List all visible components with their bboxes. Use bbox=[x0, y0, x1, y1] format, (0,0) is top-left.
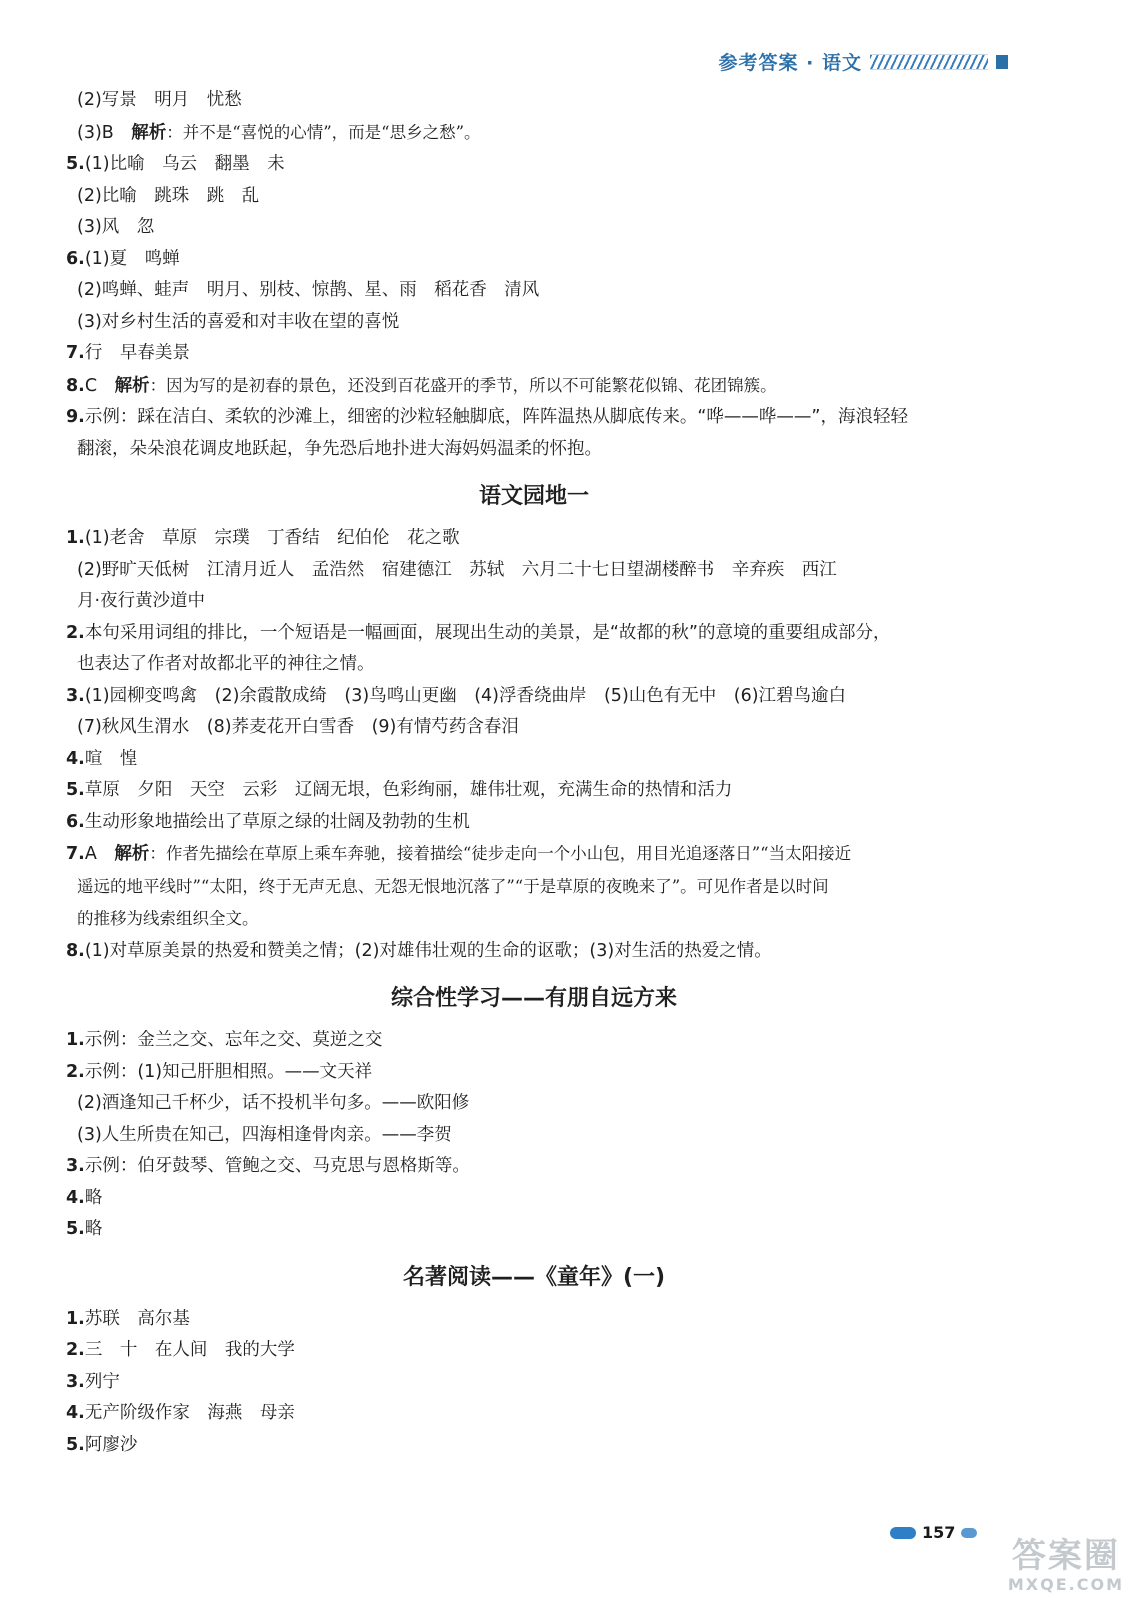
answer-line bbox=[66, 775, 1002, 807]
answer-number: 5. bbox=[66, 780, 85, 800]
pill-decoration bbox=[890, 1527, 916, 1539]
page-header bbox=[719, 48, 1008, 75]
answer-line bbox=[66, 402, 1002, 434]
answer-line bbox=[66, 85, 1002, 117]
answer-line bbox=[66, 586, 1002, 618]
answer-line bbox=[66, 1304, 1002, 1336]
answer-number: 4. bbox=[66, 1187, 85, 1208]
top-section bbox=[66, 85, 1002, 465]
answer-text: (1)老舍 草原 宗璞 丁香结 纪伯伦 花之歌 bbox=[84, 528, 460, 548]
answer-text: 草原 夕阳 天空 云彩 辽阔无垠，色彩绚丽，雄伟壮观，充满生命的热情和活力 bbox=[84, 780, 733, 800]
answer-text: 示例：金兰之交、忘年之交、莫逆之交 bbox=[84, 1030, 383, 1050]
pill-decoration-small bbox=[961, 1528, 977, 1538]
answer-number: 3. bbox=[66, 685, 85, 706]
answer-text: (3)B bbox=[77, 122, 114, 143]
answer-number: 5. bbox=[66, 154, 85, 174]
answer-text: A bbox=[84, 844, 97, 864]
answer-text: C bbox=[84, 375, 98, 396]
answer-number: 3. bbox=[66, 1156, 85, 1176]
answer-text: (3)对乡村生活的喜爱和对丰收在望的喜悦 bbox=[77, 311, 400, 332]
answer-line bbox=[66, 1367, 1002, 1399]
answer-line bbox=[66, 275, 1002, 307]
answer-number: 4. bbox=[66, 1403, 85, 1423]
answer-number: 5. bbox=[66, 1219, 85, 1239]
header-title: 参考答案 · 语文 bbox=[718, 52, 862, 74]
answer-line bbox=[66, 307, 1002, 339]
answer-line bbox=[66, 649, 1002, 681]
answer-text: 也表达了作者对故都北平的神往之情。 bbox=[77, 654, 375, 674]
answer-text: 示例：伯牙鼓琴、管鲍之交、马克思与恩格斯等。 bbox=[84, 1156, 470, 1176]
answer-line bbox=[66, 838, 1002, 871]
answer-text: 阿廖沙 bbox=[84, 1434, 138, 1455]
answer-line bbox=[66, 807, 1002, 839]
answer-text: 三 十 在人间 我的大学 bbox=[84, 1340, 295, 1360]
answer-line bbox=[66, 1430, 1002, 1462]
answer-line bbox=[66, 681, 1002, 713]
watermark bbox=[1008, 1537, 1124, 1594]
answer-line bbox=[66, 1088, 1002, 1120]
answer-line bbox=[66, 712, 1002, 744]
answer-line bbox=[66, 903, 1002, 936]
answer-text: (1)园柳变鸣禽 (2)余霞散成绮 (3)鸟鸣山更幽 (4)浮香绕曲岸 (5)山色有无中 (6)江碧鸟逾白 bbox=[84, 685, 847, 706]
answer-text: (2)鸣蝉、蛙声 明月、别枝、惊鹊、星、雨 稻花香 清风 bbox=[77, 280, 540, 300]
answer-line bbox=[66, 871, 1002, 904]
header-hatch-decoration bbox=[870, 54, 988, 70]
answer-line bbox=[66, 618, 1002, 650]
section-title-zonghexing: 综合性学习——有朋自远方来 bbox=[390, 986, 677, 1011]
answer-text: 苏联 高尔基 bbox=[84, 1308, 190, 1329]
analysis-text: ：因为写的是初春的景色，还没到百花盛开的季节，所以不可能繁花似锦、花团锦簇。 bbox=[149, 375, 777, 395]
answer-text: 略 bbox=[84, 1219, 103, 1239]
answer-number: 8. bbox=[66, 940, 85, 961]
answer-text: 月·夜行黄沙道中 bbox=[77, 591, 206, 611]
answer-line bbox=[66, 1120, 1002, 1152]
analysis-text: ：作者先描绘在草原上乘车奔驰，接着描绘“徒步走向一个小山包，用目光追逐落日”“当太阳接近 bbox=[149, 844, 852, 863]
answer-line bbox=[66, 434, 1002, 466]
page-number-badge bbox=[890, 1523, 977, 1542]
answer-line bbox=[66, 338, 1002, 370]
header-block-decoration bbox=[996, 55, 1008, 69]
answer-text: (1)对草原美景的热爱和赞美之情；(2)对雄伟壮观的生命的讴歌；(3)对生活的热爱之情。 bbox=[84, 940, 772, 961]
answer-text: (7)秋风生渭水 (8)荞麦花开白雪香 (9)有情芍药含春泪 bbox=[77, 717, 519, 737]
answer-number: 1. bbox=[66, 1030, 85, 1050]
section-title-yuwen-yuandi: 语文园地一 bbox=[478, 484, 589, 509]
watermark-url: MXQE.COM bbox=[1007, 1575, 1124, 1594]
section-yuwen-yuandi bbox=[66, 523, 1002, 967]
answer-text: 翻滚，朵朵浪花调皮地跃起，争先恐后地扑进大海妈妈温柔的怀抱。 bbox=[77, 438, 602, 459]
answer-text: 略 bbox=[84, 1187, 103, 1208]
section-title-mingzhu: 名著阅读——《童年》(一) bbox=[402, 1264, 666, 1290]
answer-line bbox=[66, 1025, 1002, 1057]
answer-number: 7. bbox=[66, 844, 85, 864]
analysis-label: 解析 bbox=[114, 844, 150, 864]
answer-number: 4. bbox=[66, 748, 85, 769]
answer-text: 示例：(1)知己肝胆相照。——文天祥 bbox=[84, 1061, 373, 1082]
answer-line bbox=[66, 117, 1002, 150]
answer-text: (2)比喻 跳珠 跳 乱 bbox=[77, 185, 260, 206]
answer-line bbox=[66, 149, 1002, 181]
answer-line bbox=[66, 370, 1002, 403]
answer-number: 9. bbox=[66, 407, 85, 427]
answer-text: (3)风 忽 bbox=[77, 217, 155, 237]
answer-line bbox=[66, 181, 1002, 213]
analysis-text: 的推移为线索组织全文。 bbox=[77, 909, 259, 928]
answer-line bbox=[66, 523, 1002, 555]
answer-number: 8. bbox=[66, 375, 85, 396]
answer-text: 列宁 bbox=[84, 1371, 120, 1392]
answer-text: (2)酒逢知己千杯少，话不投机半句多。——欧阳修 bbox=[77, 1093, 470, 1113]
answer-number: 2. bbox=[66, 1061, 85, 1082]
section-mingzhu bbox=[66, 1304, 1002, 1462]
answer-number: 1. bbox=[66, 528, 85, 548]
answer-line bbox=[66, 1214, 1002, 1246]
answer-line bbox=[66, 1183, 1002, 1215]
answer-content bbox=[66, 85, 1002, 1461]
watermark-logo: 答案圈 bbox=[1011, 1536, 1120, 1576]
section-zonghexing bbox=[66, 1025, 1002, 1246]
answer-line bbox=[66, 744, 1002, 776]
answer-text: 生动形象地描绘出了草原之绿的壮阔及勃勃的生机 bbox=[84, 811, 470, 832]
answer-text: (3)人生所贵在知己，四海相逢骨肉亲。——李贺 bbox=[77, 1124, 452, 1145]
answer-number: 6. bbox=[66, 811, 85, 832]
answer-line bbox=[66, 1335, 1002, 1367]
answer-line bbox=[66, 1057, 1002, 1089]
answer-text: 喧 惶 bbox=[84, 748, 138, 769]
answer-number: 2. bbox=[66, 1340, 85, 1360]
answer-number: 7. bbox=[66, 343, 85, 363]
answer-number: 6. bbox=[66, 248, 85, 269]
analysis-text: 遥远的地平线时”“太阳，终于无声无息、无怨无恨地沉落了”“于是草原的夜晚来了”。可见作者是以时间 bbox=[77, 876, 829, 896]
answer-line bbox=[66, 244, 1002, 276]
page-number: 157 bbox=[922, 1523, 956, 1542]
answer-line bbox=[66, 212, 1002, 244]
answer-text: 行 早春美景 bbox=[84, 343, 190, 363]
answer-text: 无产阶级作家 海燕 母亲 bbox=[84, 1403, 295, 1423]
answer-line bbox=[66, 1398, 1002, 1430]
answer-number: 3. bbox=[66, 1371, 85, 1392]
answer-text: 本句采用词组的排比，一个短语是一幅画面，展现出生动的美景，是“故都的秋”的意境的重要组成部分， bbox=[84, 622, 891, 643]
answer-text: (2)写景 明月 忧愁 bbox=[77, 90, 242, 110]
answer-line bbox=[66, 936, 1002, 968]
answer-number: 1. bbox=[66, 1308, 85, 1329]
answer-text: 示例：踩在洁白、柔软的沙滩上，细密的沙粒轻触脚底，阵阵温热从脚底传来。“哗——哗——”，海浪轻轻 bbox=[84, 407, 908, 427]
analysis-label: 解析 bbox=[114, 375, 150, 396]
answer-number: 2. bbox=[66, 622, 85, 643]
answer-line bbox=[66, 555, 1002, 587]
answer-text: (2)野旷天低树 江清月近人 孟浩然 宿建德江 苏轼 六月二十七日望湖楼醉书 辛弃疾 西江 bbox=[77, 559, 837, 580]
analysis-label: 解析 bbox=[131, 122, 167, 143]
answer-line bbox=[66, 1151, 1002, 1183]
answer-text: (1)夏 鸣蝉 bbox=[84, 248, 180, 269]
analysis-text: ：并不是“喜悦的心情”，而是“思乡之愁”。 bbox=[166, 122, 481, 142]
answer-text: (1)比喻 乌云 翻墨 未 bbox=[84, 154, 285, 174]
answer-number: 5. bbox=[66, 1434, 85, 1455]
